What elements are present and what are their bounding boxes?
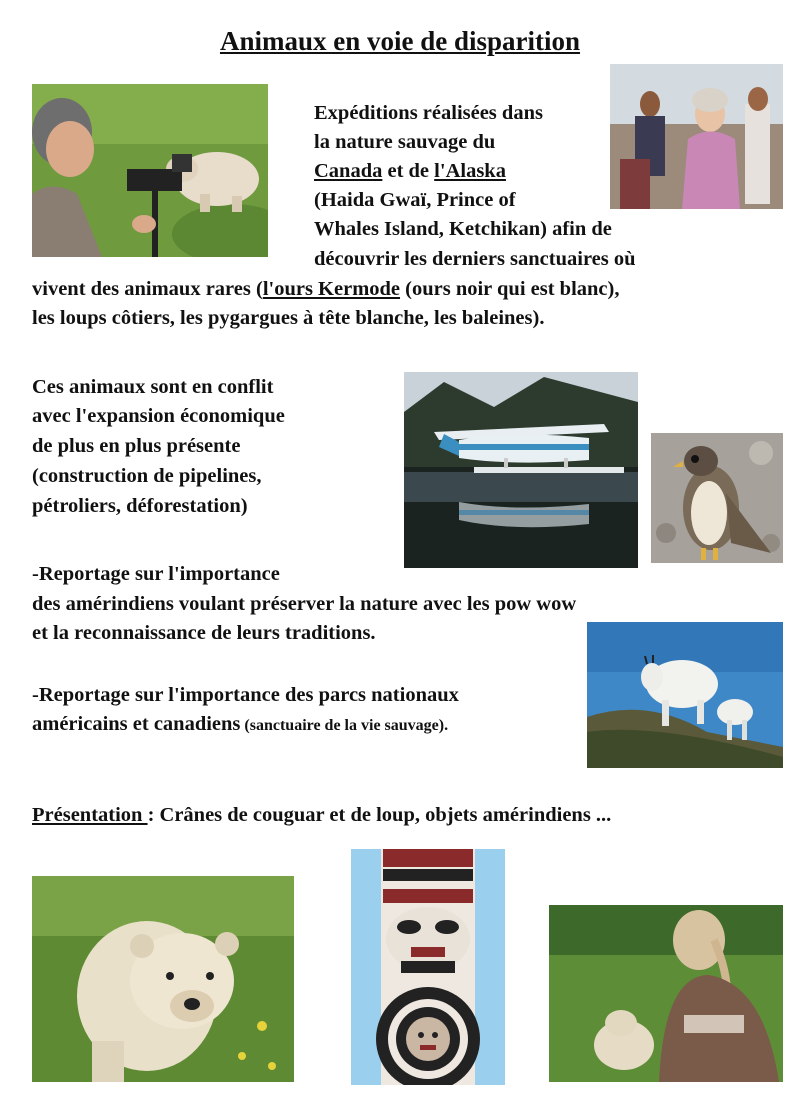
alaska-link: l'Alaska [434,160,506,182]
reportage2-line-2-small: (sanctuaire de la vie sauvage). [240,717,449,734]
intro-line-1: Expéditions réalisées dans [314,102,543,124]
intro-line-3 [314,157,506,185]
reportage2-line-2-main: américains et canadiens [32,713,241,735]
reportage1-line-2: des amérindiens voulant préserver la nature avec les pow wow [32,593,577,615]
intro-line-7-post: (ours noir qui est blanc), [400,278,620,300]
intro-line-5: Whales Island, Ketchikan) afin de [314,218,612,240]
conflict-line-1: Ces animaux sont en conflit [32,376,274,398]
photo-pow-wow [610,64,783,209]
presentation-line [32,801,611,829]
presentation-text: : Crânes de couguar et de loup, objets amérindiens ... [147,804,612,826]
photo-totem-pole [351,849,505,1085]
intro-line-2: la nature sauvage du [314,131,496,153]
conflict-line-5: pétroliers, déforestation) [32,495,248,517]
reportage1-line-1: -Reportage sur l'importance [32,563,280,585]
photo-kermode-bear [32,876,294,1082]
canada-link: Canada [314,160,383,182]
intro-line-6: découvrir les derniers sanctuaires où [314,248,636,270]
reportage1-line-3: et la reconnaissance de leurs traditions. [32,622,376,644]
photo-seaplane [404,372,638,568]
intro-line-7-pre: vivent des animaux rares ( [32,278,263,300]
reportage2-line-2 [32,710,448,740]
conflict-line-3: de plus en plus présente [32,435,241,457]
photo-falcon [651,433,783,563]
photo-cameraman-filming-bear [32,84,268,257]
photo-mountain-goats [587,622,783,768]
conflict-line-2: avec l'expansion économique [32,405,285,427]
photo-woman-with-bear [549,905,783,1082]
intro-line-7 [32,275,620,303]
page-title: Animaux en voie de disparition [219,26,581,56]
intro-line-8: les loups côtiers, les pygargues à tête blanche, les baleines). [32,307,545,329]
reportage2-line-1: -Reportage sur l'importance des parcs nationaux [32,684,459,706]
kermode-bear-link: l'ours Kermode [262,278,401,300]
conflict-line-4: (construction de pipelines, [32,465,262,487]
presentation-label: Présentation [32,804,148,826]
intro-line-4: (Haida Gwaï, Prince of [314,189,516,211]
intro-line-3-mid: et de [382,160,435,182]
